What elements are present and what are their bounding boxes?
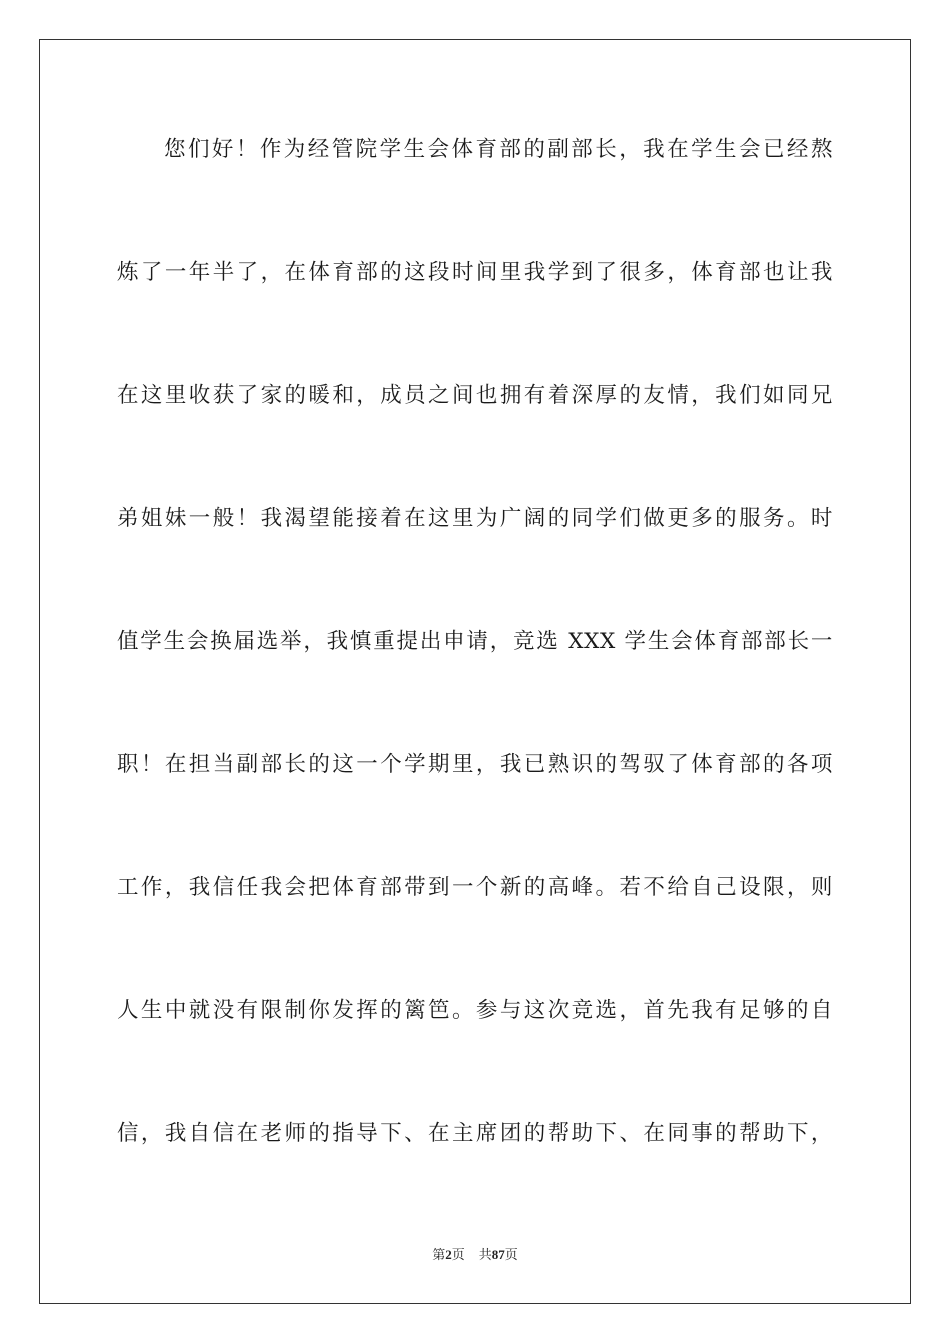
body-text-line-4: 弟姐妹一般！我渴望能接着在这里为广阔的同学们做更多的服务。时 (117, 506, 833, 531)
body-text-line-5: 值学生会换届选举，我慎重提出申请，竞选 XXX 学生会体育部部长一 (117, 629, 833, 654)
footer-total-suffix: 页 (504, 1248, 518, 1263)
body-text-line-2: 炼了一年半了，在体育部的这段时间里我学到了很多，体育部也让我 (117, 260, 833, 285)
body-text-line-3: 在这里收获了家的暖和，成员之间也拥有着深厚的友情，我们如同兄 (117, 383, 833, 408)
body-text-line-9: 信，我自信在老师的指导下、在主席团的帮助下、在同事的帮助下， (117, 1121, 833, 1146)
body-text-line-7: 工作，我信任我会把体育部带到一个新的高峰。若不给自己设限，则 (117, 875, 833, 900)
footer-page-suffix: 页 (451, 1248, 465, 1263)
body-text-line-6: 职！在担当副部长的这一个学期里，我已熟识的驾驭了体育部的各项 (117, 752, 833, 777)
page-footer (0, 1246, 950, 1265)
footer-total-number: 87 (491, 1247, 505, 1262)
footer-page-prefix: 第 (432, 1248, 446, 1263)
footer-total-prefix: 共 (478, 1248, 492, 1263)
body-text-line-8: 人生中就没有限制你发挥的篱笆。参与这次竞选，首先我有足够的自 (117, 998, 833, 1023)
footer-page-number: 2 (445, 1247, 452, 1262)
page-border (39, 39, 911, 1304)
body-text-line-1: 您们好！作为经管院学生会体育部的副部长，我在学生会已经熬 (164, 137, 833, 162)
